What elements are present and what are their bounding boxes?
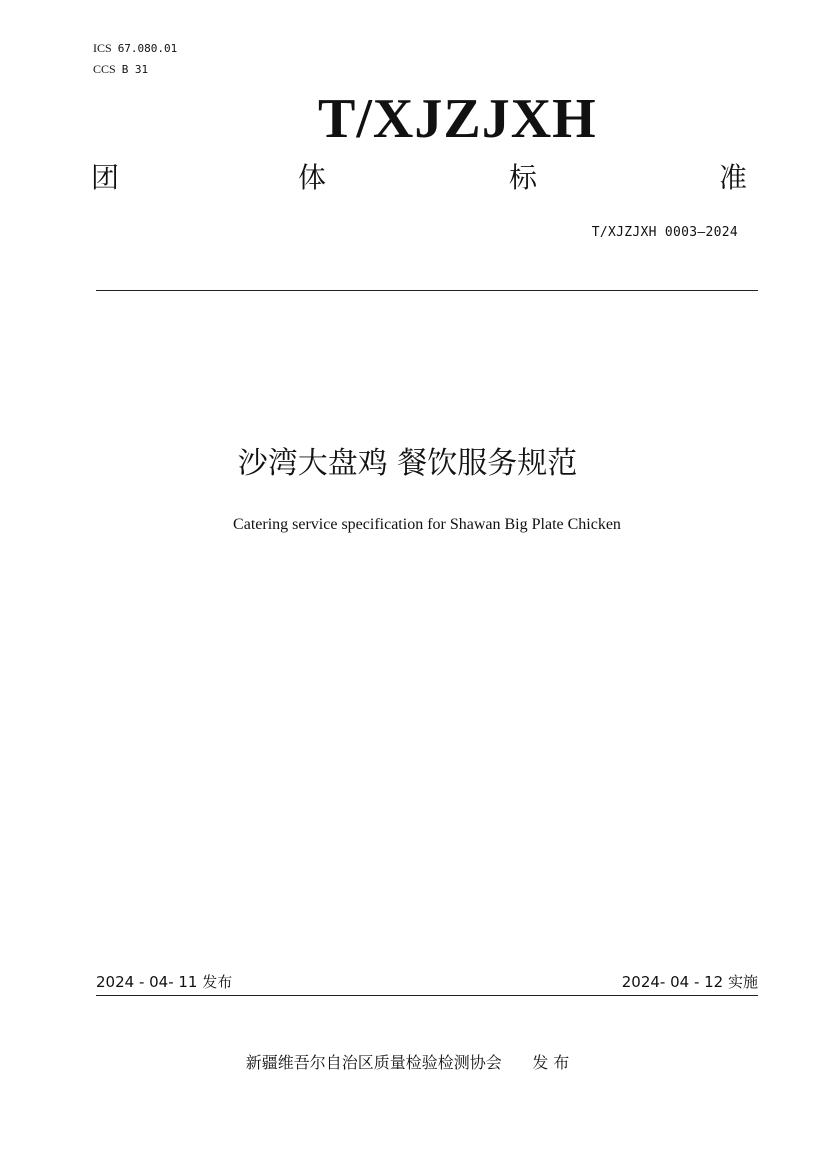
top-divider (96, 290, 758, 291)
title-english: Catering service specification for Shawan Big Plate Chicken (233, 516, 621, 533)
ics-label: ICS (93, 41, 112, 55)
publisher-line (0, 1052, 815, 1074)
standard-mark: T/XJZJXH (318, 88, 597, 150)
implementation-date: 2024- 04 - 12 实施 (621, 973, 758, 991)
standard-type-char-1: 团 (91, 161, 120, 194)
ics-classification (93, 41, 177, 56)
ccs-code: B 31 (121, 63, 149, 76)
bottom-divider (96, 995, 758, 996)
standard-type-char-2: 体 (298, 161, 327, 194)
issue-date: 2024 - 04- 11 发布 (96, 973, 233, 991)
ccs-label: CCS (93, 62, 116, 76)
standard-type-char-4: 准 (719, 161, 748, 194)
publish-action: 发 布 (532, 1053, 570, 1072)
standard-number: T/XJZJXH 0003—2024 (591, 225, 738, 240)
ccs-classification (93, 62, 148, 77)
title-chinese: 沙湾大盘鸡 餐饮服务规范 (237, 446, 578, 481)
publisher-name: 新疆维吾尔自治区质量检验检测协会 (245, 1053, 502, 1072)
standard-type-char-3: 标 (509, 161, 538, 194)
ics-code: 67.080.01 (117, 42, 178, 55)
